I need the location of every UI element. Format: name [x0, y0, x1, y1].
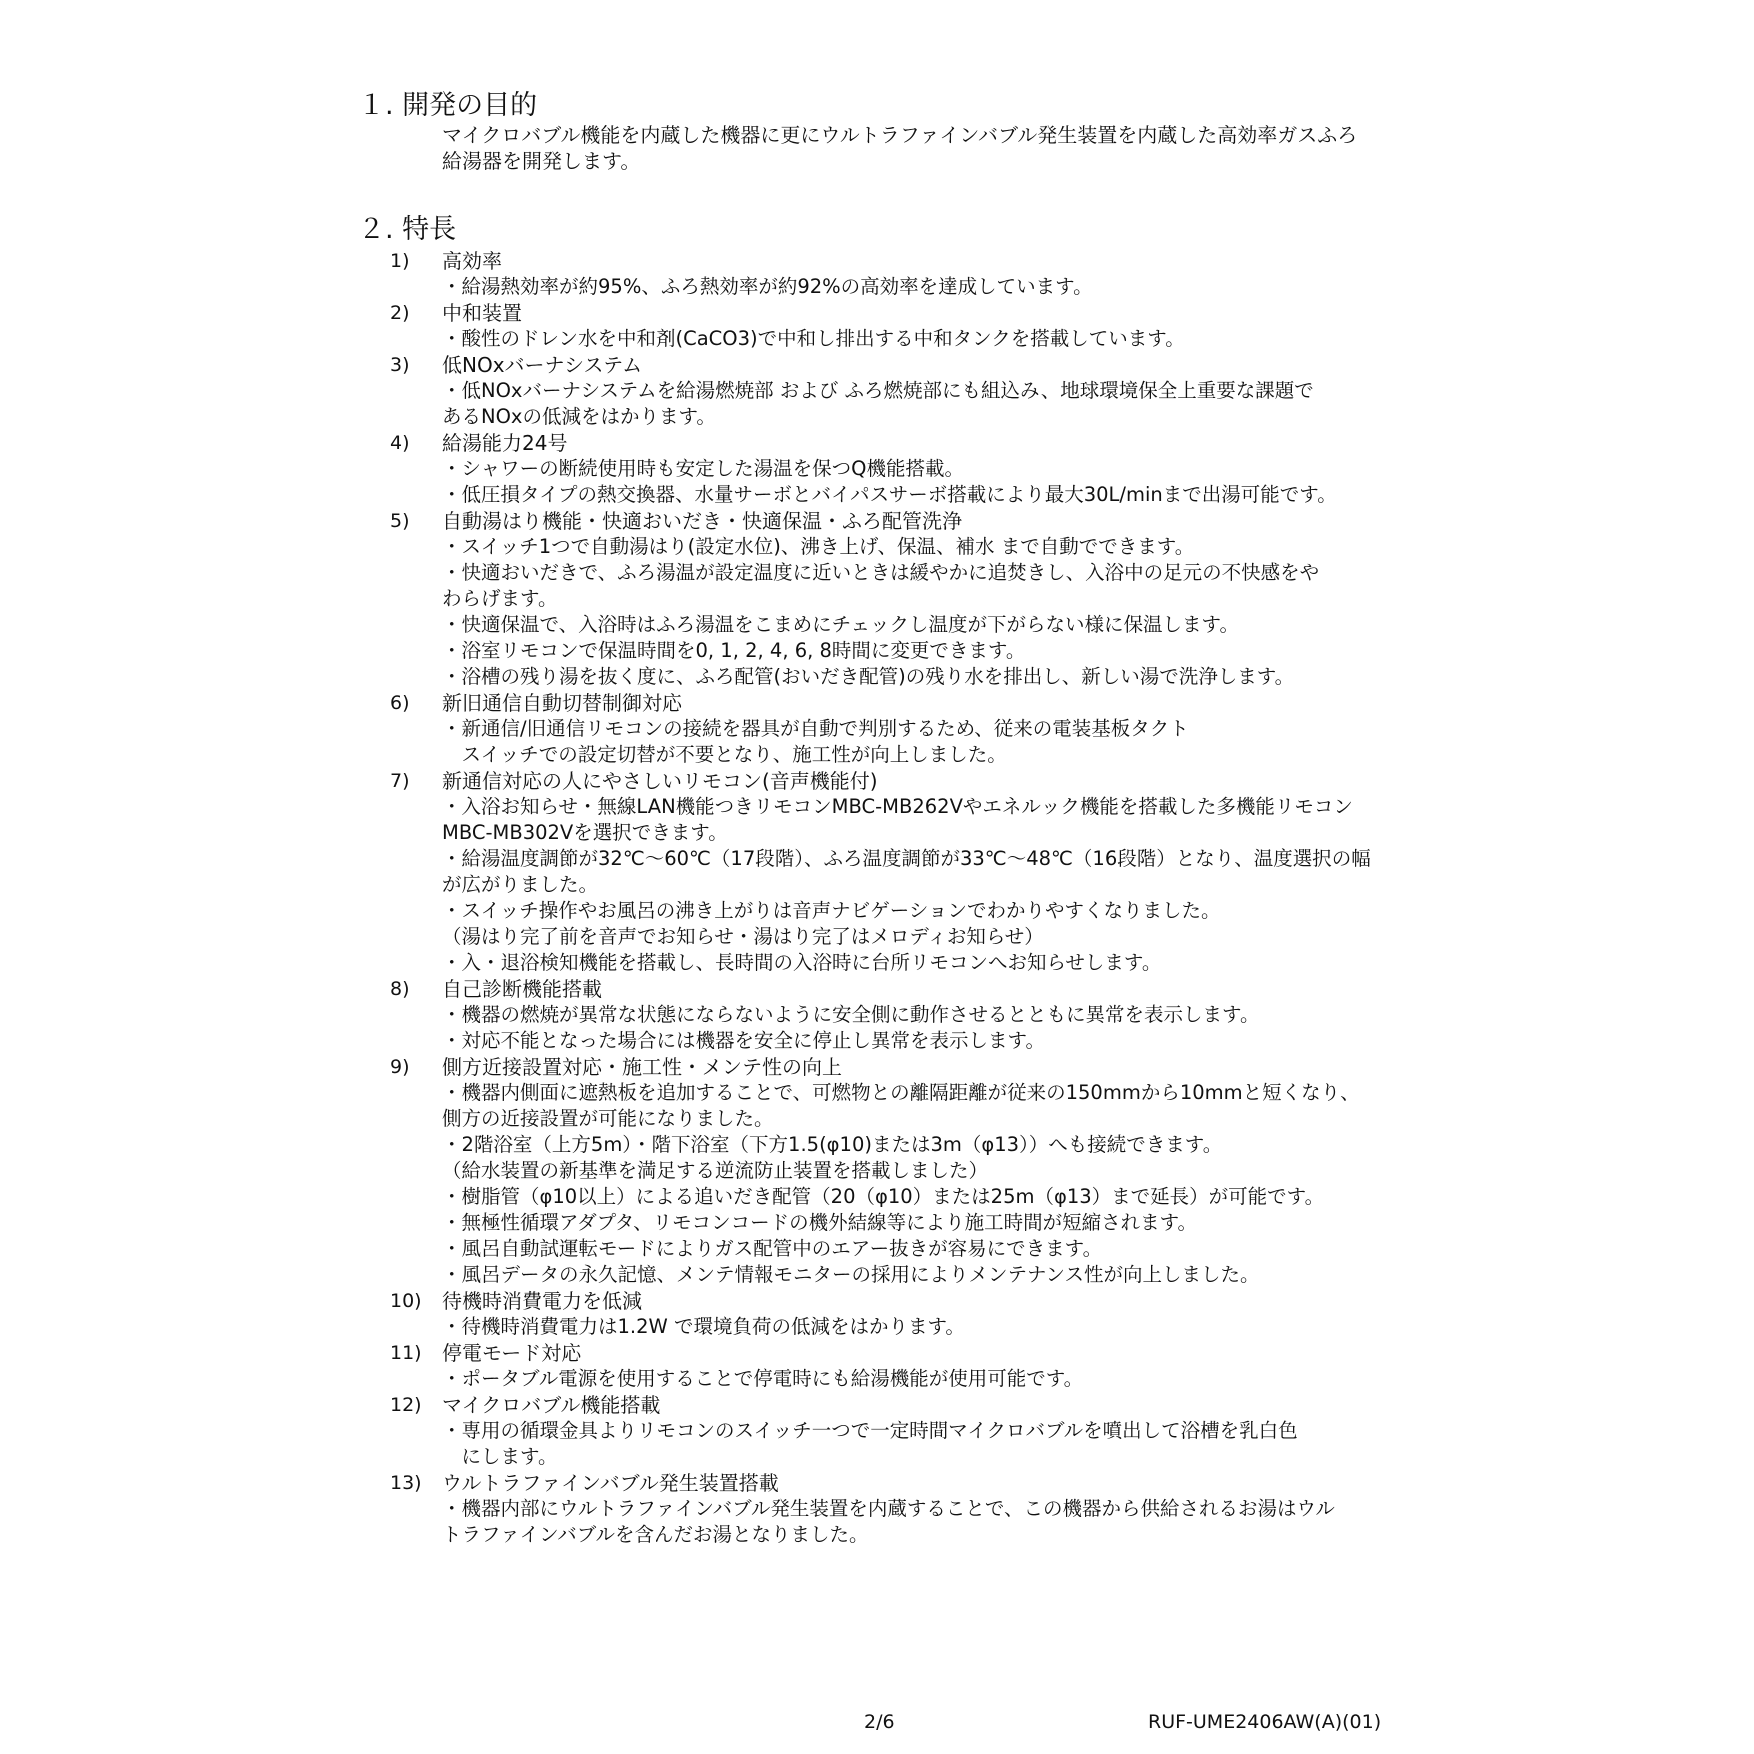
- feature-item: [0, 1470, 1754, 1548]
- feature-heading: 低NOxバーナシステム: [442, 353, 643, 377]
- feature-line: ・快適おいだきで、ふろ湯温が設定温度に近いときは緩やかに追焚きし、入浴中の足元の不快感をや: [442, 561, 1320, 584]
- feature-line: 側方の近接設置が可能になりました。: [442, 1107, 774, 1130]
- feature-item: [0, 430, 1754, 508]
- feature-line: ・対応不能となった場合には機器を安全に停止し異常を表示します。: [442, 1029, 1045, 1052]
- feature-item: [0, 690, 1754, 768]
- feature-number: 11): [390, 1342, 422, 1364]
- feature-line: ・専用の循環金具よりリモコンのスイッチ一つで一定時間マイクロバブルを噴出して浴槽を乳白色: [442, 1419, 1298, 1442]
- feature-line: ・酸性のドレン水を中和剤(CaCO3)で中和し排出する中和タンクを搭載しています。: [442, 327, 1185, 350]
- section-2-title: ２. 特長: [358, 214, 457, 245]
- feature-content: [442, 508, 1442, 690]
- feature-number: 4): [390, 432, 410, 454]
- feature-line: ・2階浴室（上方5m）・階下浴室（下方1.5(φ10)または3m（φ13））へも接続できます。: [442, 1133, 1223, 1156]
- feature-item: [0, 508, 1754, 690]
- feature-heading: 自己診断機能搭載: [442, 977, 602, 1001]
- feature-number: 7): [390, 770, 410, 792]
- feature-line: トラファインバブルを含んだお湯となりました。: [442, 1523, 869, 1546]
- feature-line: MBC-MB302Vを選択できます。: [442, 821, 728, 844]
- feature-line: ・入浴お知らせ・無線LAN機能つきリモコンMBC-MB262Vやエネルック機能を搭載した多機能リモコン: [442, 795, 1353, 818]
- feature-line: ・入・退浴検知機能を搭載し、長時間の入浴時に台所リモコンへお知らせします。: [442, 951, 1162, 974]
- feature-item: [0, 768, 1754, 976]
- feature-number: 13): [390, 1472, 422, 1494]
- feature-line: ・低NOxバーナシステムを給湯燃焼部 および ふろ燃焼部にも組込み、地球環境保全上重要な課題で: [442, 379, 1314, 402]
- page-number: 2/6: [864, 1711, 895, 1733]
- feature-line: ・新通信/旧通信リモコンの接続を器具が自動で判別するため、従来の電装基板タクト: [442, 717, 1189, 740]
- feature-content: [442, 768, 1442, 976]
- feature-number: 3): [390, 354, 410, 376]
- feature-item: [0, 1054, 1754, 1288]
- feature-content: [442, 1054, 1442, 1288]
- feature-heading: 給湯能力24号: [442, 431, 568, 455]
- feature-line: ・待機時消費電力は1.2W で環境負荷の低減をはかります。: [442, 1315, 965, 1338]
- feature-line: （湯はり完了前を音声でお知らせ・湯はり完了はメロディお知らせ）: [442, 925, 1044, 948]
- feature-line: わらげます。: [442, 587, 558, 610]
- feature-content: [442, 1288, 1442, 1340]
- feature-content: [442, 300, 1442, 352]
- feature-item: [0, 976, 1754, 1054]
- feature-content: [442, 690, 1442, 768]
- feature-heading: 待機時消費電力を低減: [442, 1289, 642, 1313]
- feature-number: 1): [390, 250, 410, 272]
- feature-heading: 新旧通信自動切替制御対応: [442, 691, 682, 715]
- feature-heading: 側方近接設置対応・施工性・メンテ性の向上: [442, 1055, 842, 1079]
- feature-number: 12): [390, 1394, 422, 1416]
- feature-item: [0, 300, 1754, 352]
- feature-list: [0, 248, 1754, 1548]
- feature-line: が広がりました。: [442, 873, 599, 896]
- feature-line: ・風呂自動試運転モードによりガス配管中のエアー抜きが容易にできます。: [442, 1237, 1103, 1260]
- feature-item: [0, 1392, 1754, 1470]
- feature-line: ・ポータブル電源を使用することで停電時にも給湯機能が使用可能です。: [442, 1367, 1084, 1390]
- feature-heading: ウルトラファインバブル発生装置搭載: [442, 1471, 779, 1495]
- feature-line: スイッチでの設定切替が不要となり、施工性が向上しました。: [442, 743, 1007, 766]
- feature-number: 2): [390, 302, 410, 324]
- feature-content: [442, 248, 1442, 300]
- feature-line: ・給湯熱効率が約95%、ふろ熱効率が約92%の高効率を達成しています。: [442, 275, 1093, 298]
- feature-line: ・浴槽の残り湯を抜く度に、ふろ配管(おいだき配管)の残り水を排出し、新しい湯で洗浄します。: [442, 665, 1295, 688]
- feature-line: ・スイッチ操作やお風呂の沸き上がりは音声ナビゲーションでわかりやすくなりました。: [442, 899, 1221, 922]
- feature-line: ・シャワーの断続使用時も安定した湯温を保つQ機能搭載。: [442, 457, 964, 480]
- feature-line: にします。: [442, 1445, 558, 1468]
- feature-number: 10): [390, 1290, 422, 1312]
- feature-line: ・樹脂管（φ10以上）による追いだき配管（20（φ10）または25m（φ13）まで延長）が可能です。: [442, 1185, 1325, 1208]
- feature-line: あるNOxの低減をはかります。: [442, 405, 716, 428]
- feature-line: ・スイッチ1つで自動湯はり(設定水位)、沸き上げ、保温、補水 まで自動でできます。: [442, 535, 1195, 558]
- feature-item: [0, 1288, 1754, 1340]
- feature-number: 9): [390, 1056, 410, 1078]
- feature-line: ・無極性循環アダプタ、リモコンコードの機外結線等により施工時間が短縮されます。: [442, 1211, 1198, 1234]
- feature-line: ・浴室リモコンで保温時間を0, 1, 2, 4, 6, 8時間に変更できます。: [442, 639, 1026, 662]
- feature-heading: 高効率: [442, 249, 502, 273]
- feature-item: [0, 1340, 1754, 1392]
- feature-line: ・給湯温度調節が32℃～60℃（17段階）、ふろ温度調節が33℃～48℃（16段階）となり、温度選択の幅: [442, 847, 1371, 870]
- feature-line: ・風呂データの永久記憶、メンテ情報モニターの採用によりメンテナンス性が向上しました。: [442, 1263, 1260, 1286]
- feature-content: [442, 430, 1442, 508]
- section-1-body: [442, 122, 1442, 174]
- feature-line: （給水装置の新基準を満足する逆流防止装置を搭載しました）: [442, 1159, 989, 1182]
- feature-item: [0, 248, 1754, 300]
- feature-heading: マイクロバブル機能搭載: [442, 1393, 661, 1417]
- section-1-title: １. 開発の目的: [358, 90, 538, 121]
- feature-content: [442, 352, 1442, 430]
- section-1-line: 給湯器を開発します。: [442, 149, 641, 173]
- feature-line: ・低圧損タイプの熱交換器、水量サーボとバイパスサーボ搭載により最大30L/minまで出湯可能です。: [442, 483, 1337, 506]
- feature-line: ・快適保温で、入浴時はふろ湯温をこまめにチェックし温度が下がらない様に保温します。: [442, 613, 1239, 636]
- document-code: RUF-UME2406AW(A)(01): [1148, 1711, 1382, 1733]
- feature-heading: 中和装置: [442, 301, 522, 325]
- feature-number: 6): [390, 692, 410, 714]
- feature-content: [442, 1392, 1442, 1470]
- feature-heading: 新通信対応の人にやさしいリモコン(音声機能付): [442, 769, 878, 793]
- feature-heading: 停電モード対応: [442, 1341, 582, 1365]
- feature-line: ・機器内側面に遮熱板を追加することで、可燃物との離隔距離が従来の150mmから10mmと短くなり、: [442, 1081, 1360, 1104]
- feature-content: [442, 1340, 1442, 1392]
- section-1-line: マイクロバブル機能を内蔵した機器に更にウルトラファインバブル発生装置を内蔵した高効率ガスふろ: [442, 123, 1358, 147]
- feature-content: [442, 976, 1442, 1054]
- feature-line: ・機器内部にウルトラファインバブル発生装置を内蔵することで、この機器から供給されるお湯はウル: [442, 1497, 1335, 1520]
- feature-number: 8): [390, 978, 410, 1000]
- feature-content: [442, 1470, 1442, 1548]
- feature-line: ・機器の燃焼が異常な状態にならないように安全側に動作させるとともに異常を表示します。: [442, 1003, 1260, 1026]
- feature-item: [0, 352, 1754, 430]
- feature-number: 5): [390, 510, 410, 532]
- feature-heading: 自動湯はり機能・快適おいだき・快適保温・ふろ配管洗浄: [442, 509, 962, 533]
